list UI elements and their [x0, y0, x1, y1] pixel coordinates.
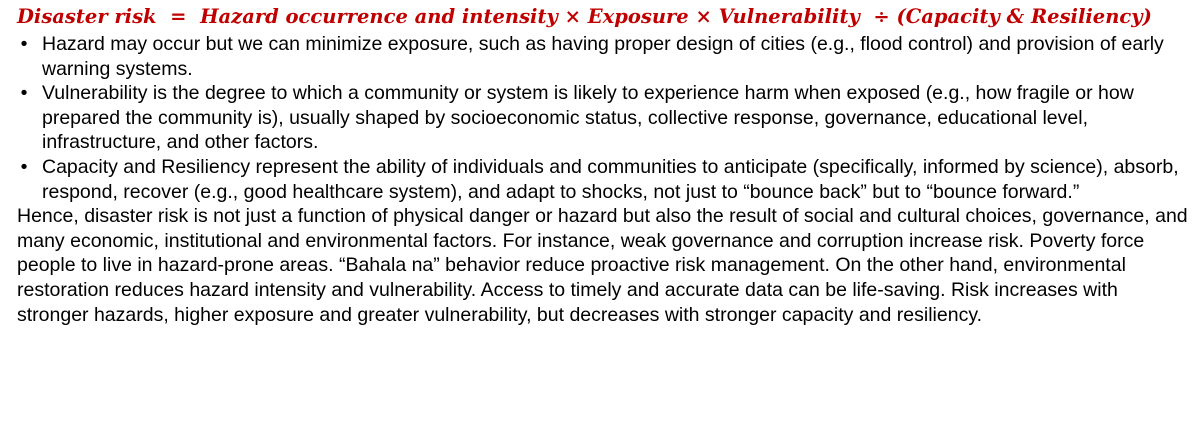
bullet-marker: •: [20, 155, 28, 178]
bullet-list: [17, 32, 1189, 204]
bullet-marker: •: [20, 82, 28, 105]
bullet-item-vulnerability: [17, 81, 1189, 155]
formula-spacer: [157, 5, 171, 28]
formula-vulnerability-term: Vulnerability: [718, 5, 860, 28]
formula-lhs: Disaster risk: [17, 5, 157, 28]
bullet-marker: •: [20, 33, 28, 55]
formula-spacer: [186, 5, 200, 28]
formula-exposure-term: Exposure: [587, 5, 689, 28]
formula-spacer: [581, 5, 588, 28]
formula-equals-sign: =: [170, 5, 187, 28]
formula-capacity-term: (Capacity & Resiliency): [896, 5, 1152, 28]
formula-spacer: [712, 5, 719, 28]
formula-spacer: [890, 5, 897, 28]
bullet-item-exposure: [17, 32, 1189, 81]
conclusion-paragraph: Hence, disaster risk is not just a function of physical danger or hazard but also the result of social and cultural choices, governance, and many economic, institutional and environmental factors. For instance, weak governance and corruption increase risk. Poverty force people to live in hazard-prone areas. “Bahala na” behavior reduce proactive risk management. On the other hand, environmental restoration reduces hazard intensity and vulnerability. Access to timely and accurate data can be life-saving. Risk increases with stronger hazards, higher exposure and greater vulnerability, but decreases with stronger capacity and resiliency.: [17, 205, 1188, 326]
bullet-item-capacity: [17, 155, 1189, 204]
document-page: [17, 4, 1189, 327]
formula-spacer: [558, 5, 565, 28]
formula-times-sign: ×: [695, 5, 712, 28]
formula-hazard-term: Hazard occurrence and intensity: [200, 5, 558, 28]
formula-divide-sign: ÷: [873, 5, 890, 28]
formula-spacer: [860, 5, 874, 28]
bullet-text: Capacity and Resiliency represent the ability of individuals and communities to anticipate (specifically, informed by science), absorb, respond, recover (e.g., good healthcare system), and adapt to shocks, not just to “bounce back” but to “bounce forward.”: [42, 155, 1179, 203]
disaster-risk-formula: [17, 4, 1189, 30]
formula-times-sign: ×: [564, 5, 581, 28]
bullet-text: Vulnerability is the degree to which a community or system is likely to experience harm when exposed (e.g., how fragile or how prepared the community is), usually shaped by socioeconomic status, collective response, governance, educational level, infrastructure, and other factors.: [42, 82, 1134, 154]
bullet-text: Hazard may occur but we can minimize exposure, such as having proper design of cities (e.g., flood control) and provision of early warning systems.: [42, 33, 1164, 80]
formula-spacer: [689, 5, 696, 28]
